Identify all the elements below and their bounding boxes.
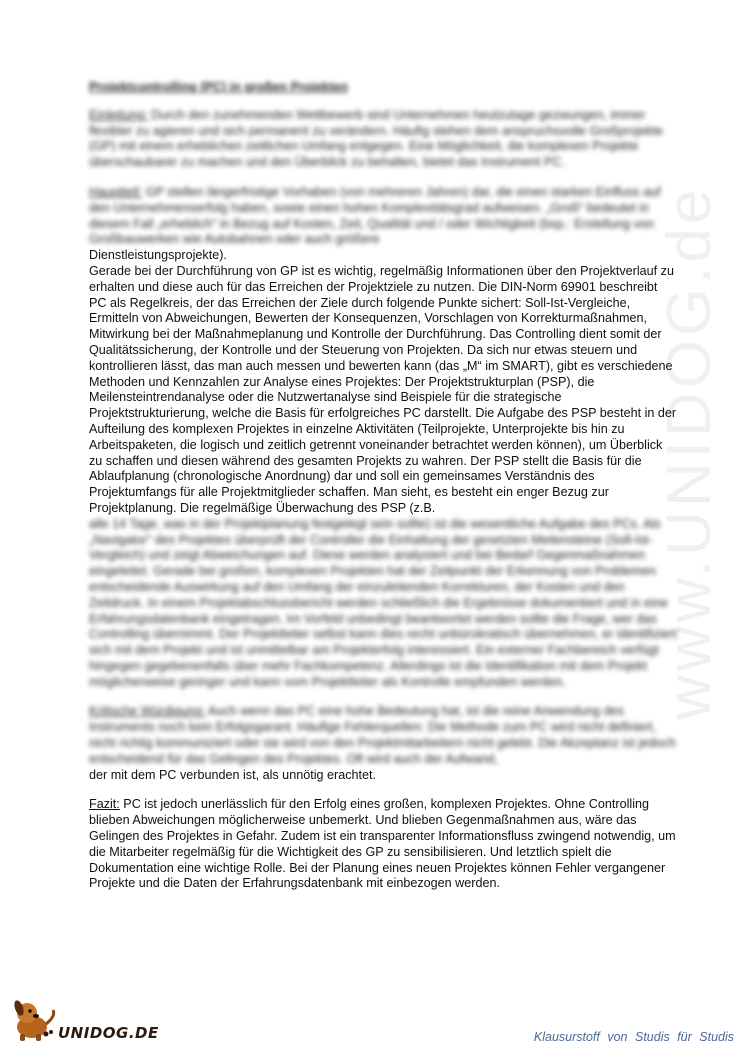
critique-label: Kritische Würdigung: [89, 704, 206, 719]
intro-label: Einleitung: [89, 107, 148, 122]
main-blur-text: GP stellen längerfristige Vorhaben (von mehreren Jahren) dar, die einen starken Einfluss auf den Unternehmenserfolg haben, sowie einen hohen Komplexitätsgrad aufweisen. „Groß“ bedeutet in diesem Fall „erheblich“ in Bezug auf Kosten, Zeit, Qualität und / oder Wichtigkeit (bsp.: Erstellung von Großbauwerken wie Autobahnen oder auch größere [89, 184, 661, 247]
critique-paragraph [89, 704, 677, 783]
main-blurred-start [89, 185, 661, 246]
document-body [89, 80, 677, 906]
conclusion-label: Fazit: [89, 797, 120, 812]
main-clear-text: Dienstleistungsprojekte). Gerade bei der Durchführung von GP ist es wichtig, regelmäßig Informationen über den Projektverlauf zu erhalten und diese auch für das Erreichen der Projektziele zu nutzen. Die DIN-Norm 69901 beschreibt PC als Regelkreis, der das Erreichen der Ziele durch folgende Punkte sichert: Soll-Ist-Vergleiche, Ermitteln von Abweichungen, Bewerten der Konsequenzen, Vorschlagen von Korrekturmaßnahmen, Mitwirkung bei der Maßnahmeplanung und Kontrolle der Durchführung. Das Controlling dient somit der Qualitätssicherung, der Kontrolle und der Steuerung von Projekten. Da sich nur etwas steuern und kontrollieren lässt, das man auch messen und bewerten kann (das „M“ im SMART), gibt es verschiedene Methoden und Kennzahlen zur Analyse eines Projektes: Der Projektstrukturplan (PSP), die Meilensteintrendanalyse oder die Nutzwertanalyse sind Beispiele für die strategische Projektstrukturierung, welche die Basis für erfolgreiches PC darstellt. Die Aufgabe des PSP besteht in der Aufteilung des komplexen Projektes in einzelne Aktivitäten (Teilprojekte, Unterprojekte bis hin zu Arbeitspaketen, die logisch und zeitlich getrennt voneinander betrachtet werden können), um Überblick zu schaffen und diesen während des gesamten Projekts zu wahren. Der PSP stellt die Basis für die Ablaufplanung (chronologische Anordnung) dar und soll ein gemeinsames Verständnis des Projektumfangs für alle Projektmitglieder schaffen. Man sieht, es besteht ein enger Bezug zur Projektplanung. Die regelmäßige Überwachung des PSP (z.B. [89, 248, 677, 515]
unidog-logo [6, 994, 159, 1044]
main-label: Hauptteil: [89, 184, 143, 199]
logo-text: UNIDOG.DE [58, 1024, 159, 1042]
title-text: Projektcontrolling (PC) in großen Projekten [89, 80, 348, 94]
critique-clear-text: der mit dem PC verbunden ist, als unnötig erachtet. [89, 767, 377, 782]
intro-text: Durch den zunehmenden Wettbewerb sind Unternehmen heutzutage gezwungen, immer flexibler zu agieren und sich permanent zu verändern. Häufig stehen dem anspruchsvolle Großprojekte (GP) mit einem erheblichen zeitlichen Umfang entgegen. Eine Möglichkeit, die komplexen Projekte überschaubarer zu machen und den Überblick zu behalten, bietet das Instrument PC. [89, 107, 664, 170]
dog-icon [6, 994, 66, 1044]
critique-blurred [89, 704, 677, 767]
conclusion-paragraph [89, 797, 677, 892]
intro-paragraph [89, 108, 677, 171]
main-blur-text-2: alle 14 Tage, was in der Projektplanung festgelegt sein sollte) ist die wesentliche Aufgabe des PCs. Als „Navigator“ des Projektes überprüft der Controller die Einhaltung der gesetzten Meilensteine (Soll-Ist-Vergleich) und zeigt Abweichungen auf. Diese werden analysiert und bei Bedarf Gegenmaßnahmen eingeleitet. Gerade bei großen, komplexen Projekten hat der Zeitpunkt der Erkennung von Problemen entscheidende Auswirkung auf den Umfang der einzuleitenden Korrekturen, der Kosten und den Zeitdruck. In einem Projektabschlussbericht werden schließlich die Ergebnisse dokumentiert und in eine Erfahrungsdatenbank eingetragen. Im Vorfeld unbedingt beantwortet werden sollte die Frage, wer das Controlling übernimmt. Der Projektleiter selbst kann dies recht unbürokratisch übernehmen, er identifiziert sich mit dem Projekt und ist unmittelbar am Projekterfolg interessiert. Ein externer Fachbereich verfügt hingegen gegebenenfalls über mehr Fachkompetenz. Allerdings ist die Identifikation mit dem Projekt möglicherweise geringer und kann vom Projektleiter als Kontrolle empfunden werden. [89, 516, 677, 689]
conclusion-text: PC ist jedoch unerlässlich für den Erfolg eines großen, komplexen Projektes. Ohne Controlling blieben Abweichungen möglicherweise unbemerkt. Und blieben Gegenmaßnahmen aus, wäre das Gelingen des Projektes in Gefahr. Zudem ist ein transparenter Informationsfluss zwingend notwendig, um die Mitarbeiter regelmäßig für die Wichtigkeit des GP zu sensibilisieren. Und letztlich spielt die Dokumentation eine wichtige Rolle. Bei der Planung eines neuen Projektes können Fehler vergangener Projekte und die Daten der Erfahrungsdatenbank mit einbezogen werden. [89, 797, 676, 891]
critique-blur-text: Auch wenn das PC eine hohe Bedeutung hat, ist die reine Anwendung des Instruments noch kein Erfolgsgarant. Häufige Fehlerquellen: Die Methode zum PC wird nicht definiert, nicht richtig kommuniziert oder sie wird von den Projektmitarbeitern nicht gelebt. Die Akzeptanz ist jedoch entscheidend für das Gelingen des Projektes. Oft wird auch der Aufwand, [89, 704, 676, 766]
main-paragraph [89, 185, 677, 691]
watermark: www.UNIDOG.de [655, 185, 724, 720]
footer-tagline: Klausurstoff von Studis für Studis [533, 1030, 734, 1044]
document-title [89, 80, 677, 96]
